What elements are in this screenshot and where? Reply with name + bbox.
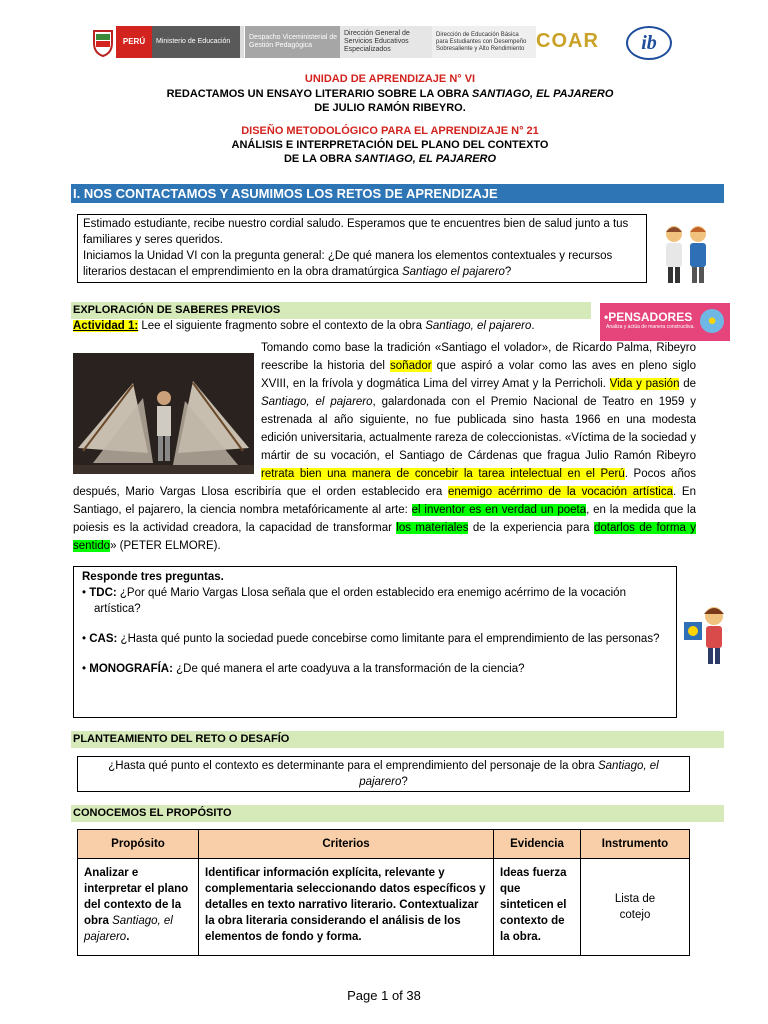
page-number: Page 1 of 38 [347, 988, 421, 1003]
reto-heading: PLANTEAMIENTO DEL RETO O DESAFÍO [71, 731, 724, 748]
despacho-label: Despacho Viceministerial de Gestión Pedagógica [245, 26, 345, 58]
preguntas-title: Responde tres preguntas. [82, 571, 224, 583]
coar-logo: COAR [536, 30, 599, 52]
preguntas-box [73, 566, 677, 718]
unidad-title: UNIDAD DE APRENDIZAJE N° VI [304, 73, 476, 85]
table-header-row [78, 830, 690, 859]
pensadores-label: •PENSADORES [604, 310, 693, 324]
header-criterios: Criterios [199, 830, 494, 859]
fragment-text: Tomando como base la tradición «Santiago el volador», de Ricardo Palma, Ribeyro reescribe la historia del soñador que aspiró a volar como las aves en pleno siglo XVIII, en la frívola y dogmática Lima del virrey Amat y la Perricholi. Vida y pasión de Santiago, el pajarero, galardonada con el Premio Nacional de Teatro en 1959 y estrenada al año siguiente, no fue publicada sino hasta 1966 en una modesta edición universitaria, actualmente rareza de coleccionistas. «Víctima de la sociedad y mártir de su vocación, el Santiago de Cárdenas que fragua Julio Ramón Ribeyro retrata bien una manera de concebir la tarea intelectual en el Perú. Pocos años después, Mario Vargas Llosa escribiría que el orden establecido era enemigo acérrimo de la vocación artística. En Santiago, el pajarero, la ciencia nombra metafóricamente al arte: el inventor es en verdad un poeta, en la medida que la poiesis es la actividad creadora, la capacidad de transformar los materiales de la experiencia para dotarlos de forma y sentido» (PETER ELMORE). [73, 342, 696, 552]
table-row [78, 859, 690, 956]
direccion-ebe-label: Dirección de Educación Básica para Estudiantes con Desempeño Sobresaliente y Alto Rendimiento [432, 26, 536, 58]
analisis-title-2: DE LA OBRA SANTIAGO, EL PAJARERO [283, 153, 497, 165]
ministerio-logo [116, 26, 244, 58]
actividad-line: Actividad 1: Lee el siguiente fragmento sobre el contexto de la obra Santiago, el pajarero. [73, 320, 535, 332]
header-instrumento: Instrumento [581, 830, 690, 859]
actividad-label: Actividad 1: [73, 320, 139, 332]
redactamos-title-2: DE JULIO RAMÓN RIBEYRO. [314, 102, 466, 114]
header-proposito: Propósito [78, 830, 199, 859]
pregunta-tdc: • TDC: ¿Por qué Mario Vargas Llosa señala que el orden establecido era enemigo acérrimo de la vocación artística? [82, 587, 626, 615]
peru-coat-of-arms-icon [92, 27, 114, 57]
pregunta-cas: • CAS: ¿Hasta qué punto la sociedad puede concebirse como limitante para el emprendimiento de las personas? [82, 633, 660, 645]
pensadores-badge [600, 303, 730, 341]
student-illustration [682, 604, 734, 666]
header-evidencia: Evidencia [494, 830, 581, 859]
intro-box [77, 214, 647, 283]
intro-greeting: Estimado estudiante, recibe nuestro cordial saludo. Esperamos que te encuentres bien de salud junto a tus familiares y seres queridos. [83, 218, 629, 246]
pregunta-monografia: • MONOGRAFÍA: ¿De qué manera el arte coadyuva a la transformación de la ciencia? [82, 663, 525, 675]
ministerio-label: Ministerio de Educación [152, 26, 240, 58]
fragment-wrap [73, 339, 696, 555]
exploracion-heading: EXPLORACIÓN DE SABERES PREVIOS [71, 302, 591, 319]
cell-instrumento: Lista de cotejo [581, 859, 690, 956]
teachers-illustration [656, 222, 716, 286]
lightbulb-icon: ● [700, 309, 724, 333]
diseno-title: DISEÑO METODOLÓGICO PARA EL APRENDIZAJE N° 21 [241, 125, 539, 137]
cell-proposito: Analizar e interpretar el plano del contexto de la obra Santiago, el pajarero. [78, 859, 199, 956]
reto-box: ¿Hasta qué punto el contexto es determinante para el emprendimiento del personaje de la obra Santiago, el pajarero? [77, 756, 690, 792]
pensadores-sub: Analiza y actúa de manera constructiva. [606, 324, 695, 330]
analisis-title: ANÁLISIS E INTERPRETACIÓN DEL PLANO DEL CONTEXTO [231, 139, 549, 151]
cell-criterios: Identificar información explícita, relevante y complementaria seleccionando datos específicos y detalles en texto narrativo literario. Contextualizar la obra literaria considerando el análisis de los elementos de fondo y forma. [199, 859, 494, 956]
redactamos-title: REDACTAMOS UN ENSAYO LITERARIO SOBRE LA OBRA SANTIAGO, EL PAJARERO [166, 88, 614, 100]
proposito-table [77, 829, 690, 956]
section1-heading: I. NOS CONTACTAMOS Y ASUMIMOS LOS RETOS DE APRENDIZAJE [71, 184, 724, 203]
direccion-general-label: Dirección General de Servicios Educativos Especializados [340, 26, 436, 58]
photo-float-spacer [73, 339, 261, 467]
title-block [100, 72, 680, 166]
intro-question: Iniciamos la Unidad VI con la pregunta general: ¿De qué manera los elementos contextuales y recursos literarios destacan el emprendimiento en la obra dramatúrgica Santiago el pajarero? [83, 250, 613, 278]
ib-logo: ib [626, 26, 672, 60]
cell-evidencia: Ideas fuerza que sinteticen el contexto de la obra. [494, 859, 581, 956]
proposito-heading: CONOCEMOS EL PROPÓSITO [71, 805, 724, 822]
peru-label: PERÚ [116, 26, 152, 58]
